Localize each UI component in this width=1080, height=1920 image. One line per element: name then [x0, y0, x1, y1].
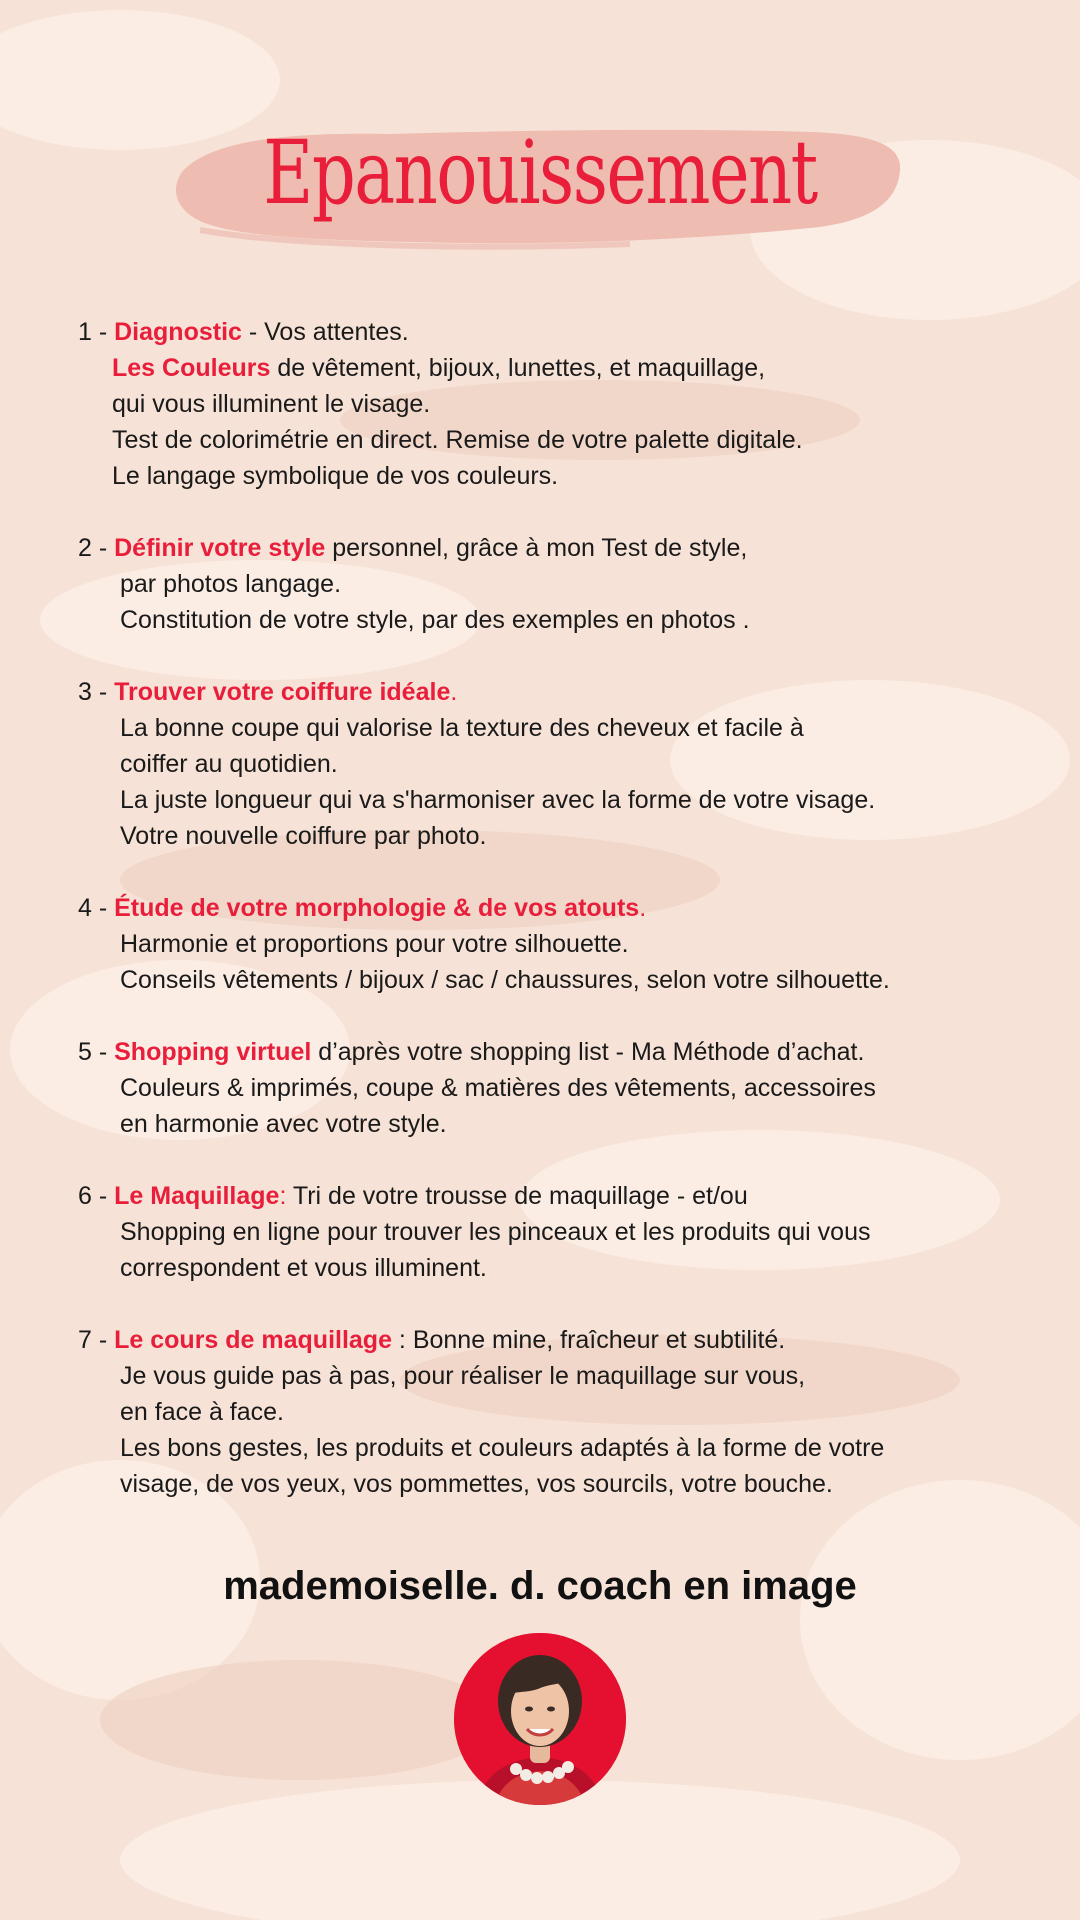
item-line: visage, de vos yeux, vos pommettes, vos sourcils, votre bouche.	[120, 1470, 833, 1498]
signature: mademoiselle. d. coach en image	[223, 1564, 857, 1608]
item-line: Conseils vêtements / bijoux / sac / chaussures, selon votre silhouette.	[120, 966, 890, 994]
page-title: Epanouissement	[263, 121, 817, 224]
portrait-photo-icon	[454, 1633, 626, 1805]
item-line: par photos langage.	[120, 570, 342, 598]
item-line: La bonne coupe qui valorise la texture des cheveux et facile à	[120, 714, 804, 742]
item-heading: 3 - Trouver votre coiffure idéale.	[78, 678, 458, 706]
item-line: Constitution de votre style, par des exemples en photos .	[120, 606, 750, 634]
item-line: Je vous guide pas à pas, pour réaliser le maquillage sur vous,	[120, 1362, 806, 1390]
item-line: en face à face.	[120, 1398, 285, 1426]
item-line: correspondent et vous illuminent.	[120, 1254, 487, 1282]
item-heading: 5 - Shopping virtuel d’après votre shopping list - Ma Méthode d’achat.	[78, 1038, 865, 1066]
item-line: Couleurs & imprimés, coupe & matières des vêtements, accessoires	[120, 1074, 876, 1102]
item-heading: 7 - Le cours de maquillage : Bonne mine, fraîcheur et subtilité.	[78, 1326, 786, 1354]
item-line: Harmonie et proportions pour votre silhouette.	[120, 930, 629, 958]
item-line: Shopping en ligne pour trouver les pinceaux et les produits qui vous	[120, 1218, 871, 1246]
item-heading: 2 - Définir votre style personnel, grâce à mon Test de style,	[78, 534, 748, 562]
list-item	[78, 1034, 1028, 1142]
list-item	[78, 1178, 1028, 1286]
services-list	[78, 314, 1028, 1538]
list-item	[78, 890, 1028, 998]
item-line: qui vous illuminent le visage.	[112, 390, 431, 418]
portrait-avatar	[454, 1633, 626, 1805]
item-heading: 1 - Diagnostic - Vos attentes.	[78, 318, 409, 346]
item-line: coiffer au quotidien.	[120, 750, 338, 778]
list-item	[78, 674, 1028, 854]
item-line: Les bons gestes, les produits et couleurs adaptés à la forme de votre	[120, 1434, 885, 1462]
list-item	[78, 1322, 1028, 1502]
item-line: en harmonie avec votre style.	[120, 1110, 447, 1138]
item-line: Test de colorimétrie en direct. Remise de votre palette digitale.	[112, 426, 803, 454]
item-heading: 6 - Le Maquillage: Tri de votre trousse de maquillage - et/ou	[78, 1182, 748, 1210]
list-item	[78, 530, 1028, 638]
item-heading: 4 - Étude de votre morphologie & de vos atouts.	[78, 894, 647, 922]
item-line: Votre nouvelle coiffure par photo.	[120, 822, 487, 850]
item-line: Le langage symbolique de vos couleurs.	[112, 462, 559, 490]
title-banner	[170, 110, 910, 260]
item-line: La juste longueur qui va s'harmoniser avec la forme de votre visage.	[120, 786, 876, 814]
item-line: Les Couleurs de vêtement, bijoux, lunettes, et maquillage,	[112, 354, 766, 382]
list-item	[78, 314, 1028, 494]
